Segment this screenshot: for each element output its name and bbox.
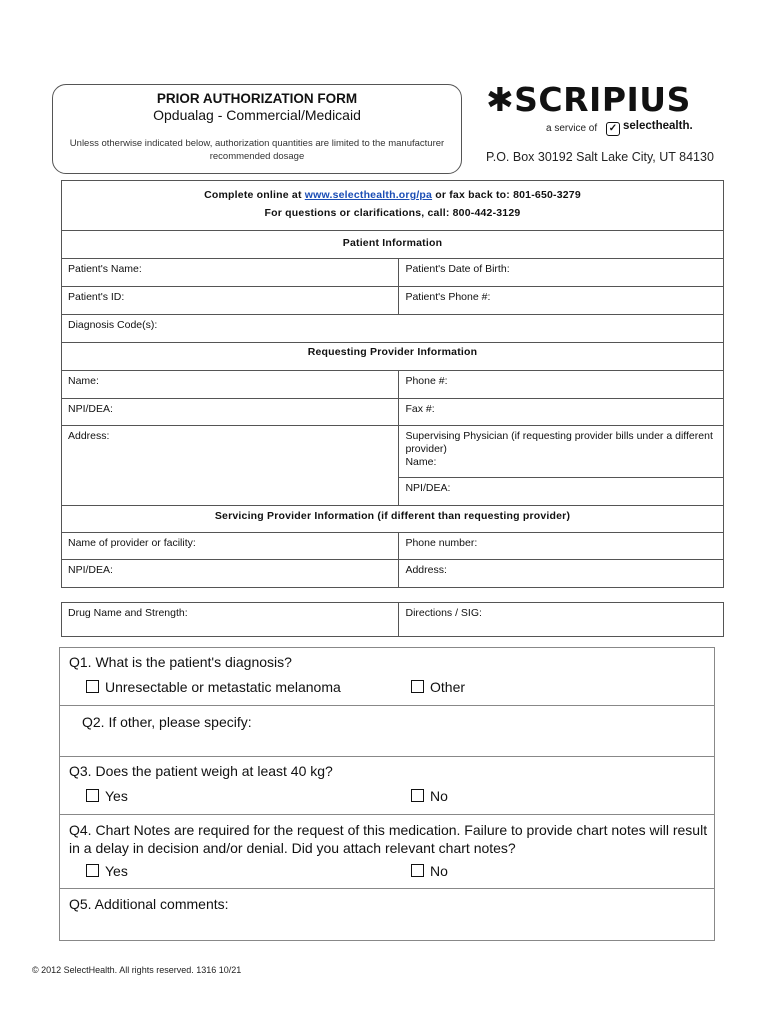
copyright-footer: © 2012 SelectHealth. All rights reserved. 1316 10/21	[32, 965, 242, 975]
divider	[60, 888, 714, 889]
requesting-address-field[interactable]: Address:	[62, 426, 399, 506]
patient-info-heading: Patient Information	[62, 231, 724, 259]
brand-name: ✱SCRIPIUS	[486, 80, 691, 119]
patient-id-field[interactable]: Patient's ID:	[62, 287, 399, 315]
checkmark-icon: ✓	[606, 122, 620, 136]
requesting-npi-field[interactable]: NPI/DEA:	[62, 399, 399, 426]
requesting-provider-heading: Requesting Provider Information	[62, 343, 724, 371]
checkbox-icon[interactable]	[411, 680, 424, 693]
checkbox-icon[interactable]	[86, 680, 99, 693]
selecthealth-pa-link[interactable]: www.selecthealth.org/pa	[304, 189, 433, 201]
checkbox-icon[interactable]	[86, 789, 99, 802]
questions-box	[59, 647, 715, 941]
checkbox-icon[interactable]	[411, 789, 424, 802]
q4-label: Q4. Chart Notes are required for the request of this medication. Failure to provide chart notes will result in a delay in decision and/or denial. Did you attach relevant chart notes?	[69, 822, 708, 856]
q3-option-yes[interactable]: Yes	[86, 788, 128, 804]
supervising-physician-label: Supervising Physician (if requesting provider bills under a different provider)	[405, 430, 713, 455]
requesting-name-field[interactable]: Name:	[62, 371, 399, 399]
divider	[60, 705, 714, 706]
q3-label: Q3. Does the patient weigh at least 40 kg?	[69, 763, 333, 779]
drug-name-field[interactable]: Drug Name and Strength:	[62, 603, 399, 637]
requesting-fax-field[interactable]: Fax #:	[399, 399, 724, 426]
patient-phone-field[interactable]: Patient's Phone #:	[399, 287, 724, 315]
servicing-phone-field[interactable]: Phone number:	[399, 533, 724, 560]
contact-info-cell: Complete online at www.selecthealth.org/pa or fax back to: 801-650-3279 For questions or clarifications, call: 800-442-3129	[62, 181, 724, 231]
q1-option-other[interactable]: Other	[411, 679, 465, 695]
patient-name-field[interactable]: Patient's Name:	[62, 259, 399, 287]
q1-option-melanoma[interactable]: Unresectable or metastatic melanoma	[86, 679, 341, 695]
authorization-table	[61, 180, 724, 588]
checkbox-icon[interactable]	[86, 864, 99, 877]
checkbox-icon[interactable]	[411, 864, 424, 877]
service-of-text: a service of	[546, 123, 598, 134]
directions-field[interactable]: Directions / SIG:	[399, 603, 724, 637]
q1-label: Q1. What is the patient's diagnosis?	[69, 654, 292, 670]
form-subtitle: Opdualag - Commercial/Medicaid	[153, 107, 361, 123]
divider	[60, 756, 714, 757]
selecthealth-text: selecthealth.	[623, 120, 693, 132]
patient-dob-field[interactable]: Patient's Date of Birth:	[399, 259, 724, 287]
q4-option-yes[interactable]: Yes	[86, 863, 128, 879]
form-title-box	[52, 84, 462, 174]
drug-table	[61, 602, 724, 637]
divider	[60, 814, 714, 815]
supervising-npi-field[interactable]: NPI/DEA:	[399, 478, 724, 506]
diagnosis-codes-field[interactable]: Diagnosis Code(s):	[62, 315, 724, 343]
servicing-address-field[interactable]: Address:	[399, 560, 724, 588]
servicing-name-field[interactable]: Name of provider or facility:	[62, 533, 399, 560]
dosage-note: Unless otherwise indicated below, authorization quantities are limited to the manufacturer recommended dosage	[69, 138, 445, 162]
servicing-provider-heading: Servicing Provider Information (if different than requesting provider)	[62, 506, 724, 533]
supervising-physician-field[interactable]	[399, 426, 724, 478]
mailing-address: P.O. Box 30192 Salt Lake City, UT 84130	[486, 150, 714, 164]
supervising-name-label: Name:	[405, 456, 437, 468]
selecthealth-logo	[606, 120, 693, 136]
requesting-phone-field[interactable]: Phone #:	[399, 371, 724, 399]
q5-label: Q5. Additional comments:	[69, 896, 229, 912]
servicing-npi-field[interactable]: NPI/DEA:	[62, 560, 399, 588]
scripius-logo	[486, 78, 726, 178]
q2-label: Q2. If other, please specify:	[82, 714, 252, 730]
questions-phone: For questions or clarifications, call: 800-442-3129	[264, 207, 521, 219]
q3-option-no[interactable]: No	[411, 788, 448, 804]
q4-option-no[interactable]: No	[411, 863, 448, 879]
form-title: PRIOR AUTHORIZATION FORM	[156, 91, 358, 106]
